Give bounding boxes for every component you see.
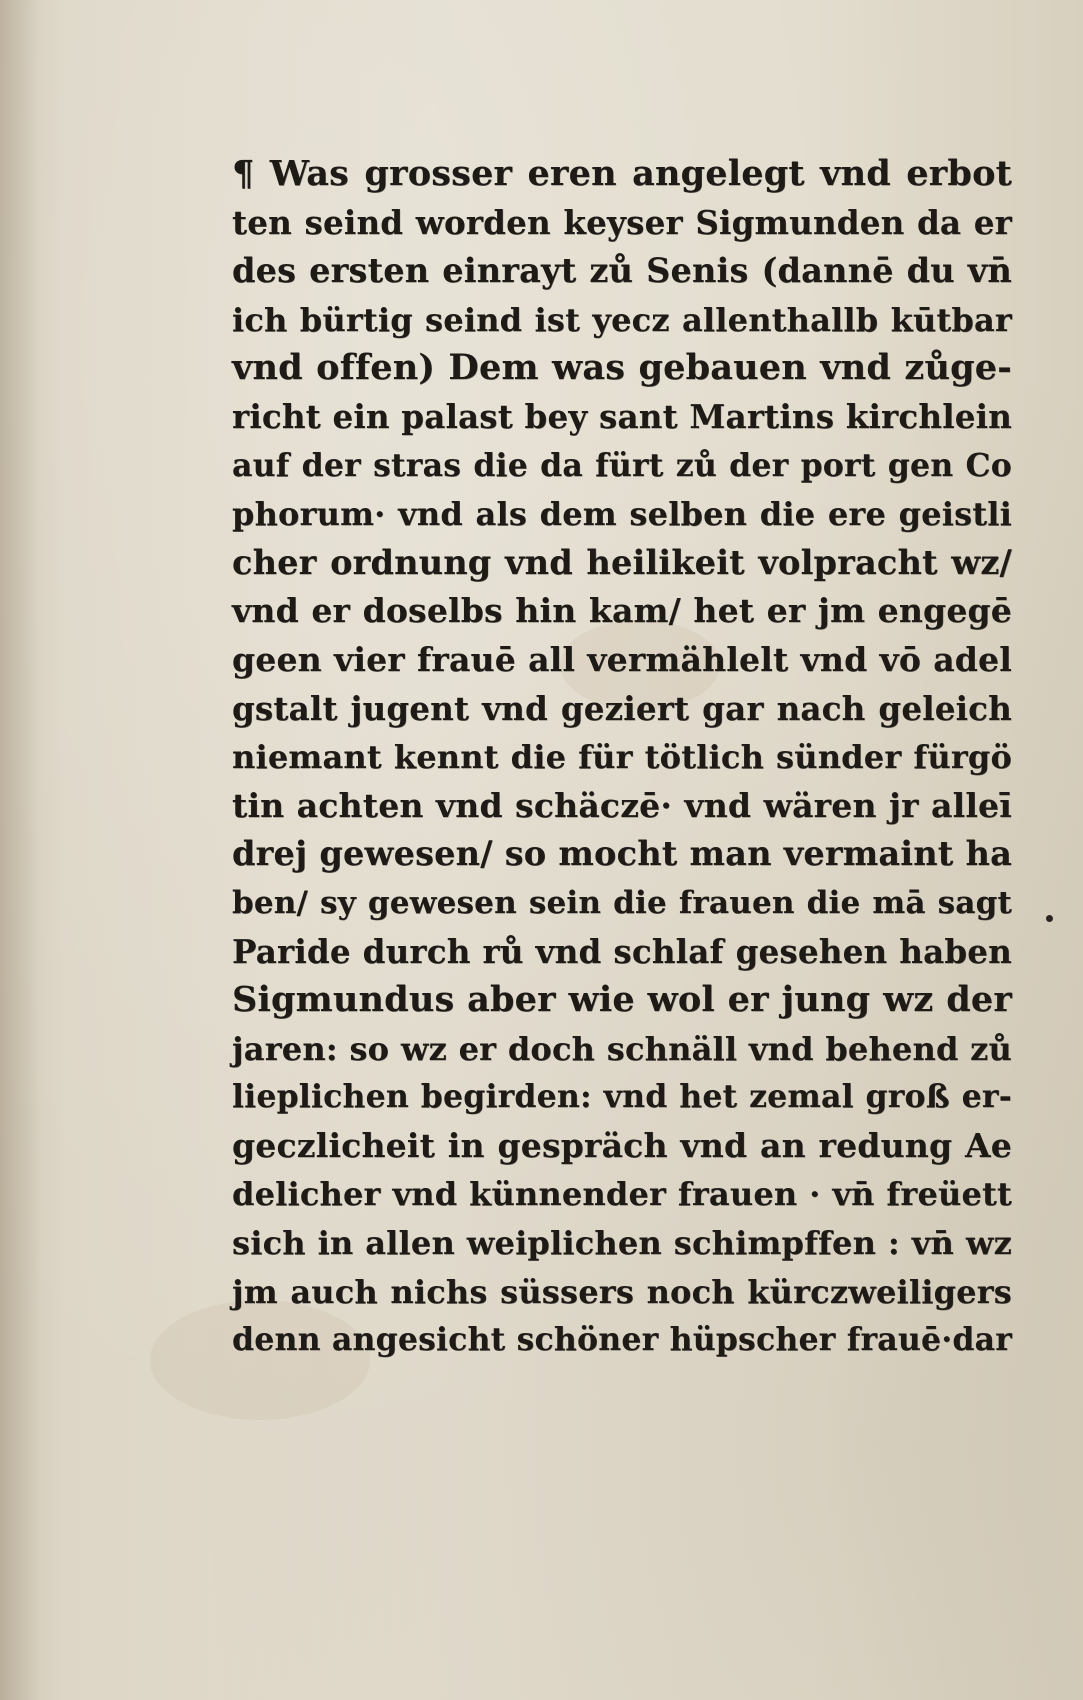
text-line: Paride durch rů vnd schlaf gesehen haben (232, 931, 1012, 971)
body-text (232, 150, 1012, 1365)
text-line: niemant kennt die für tötlich sünder fürgö (232, 738, 1012, 777)
page-edge-shadow (0, 0, 40, 1700)
text-line: delicher vnd künnender frauen · vn̄ freüett (232, 1175, 1012, 1214)
text-line: jaren: so wz er doch schnäll vnd behend zů (232, 1029, 1012, 1068)
text-line: auf der stras die da fürt zů der port gen Co (232, 446, 1012, 484)
text-line: ten seind worden keyser Sigmunden da er (232, 202, 1012, 242)
ink-speck (1046, 915, 1053, 922)
text-line: tin achten vnd schäczē· vnd wären jr alleī (232, 785, 1012, 825)
text-line: gstalt jugent vnd geziert gar nach geleich (232, 688, 1012, 728)
text-line: des ersten einrayt zů Senis (dannē du vn̄ (232, 251, 1012, 291)
text-line: lieplichen begirden: vnd het zemal groß er- (232, 1078, 1012, 1116)
text-line: ben/ sy gewesen sein die frauen die mā sagt (232, 884, 1012, 921)
text-line: richt ein palast bey sant Martins kirchlein (232, 396, 1012, 436)
text-line: geen vier frauē all vermählelt vnd vō adel (232, 639, 1012, 679)
text-line: vnd er doselbs hin kam/ het er jm engegē (232, 591, 1012, 631)
text-line: geczlicheit in gespräch vnd an redung Ae (232, 1125, 1012, 1165)
text-line: denn angesicht schöner hüpscher frauē·dar (232, 1321, 1012, 1359)
text-line: sich in allen weiplichen schimpffen : vn̄ wz (232, 1224, 1012, 1263)
text-line: drej gewesen/ so mocht man vermaint ha (232, 834, 1012, 874)
text-line: phorum· vnd als dem selben die ere geistli (232, 495, 1012, 534)
text-line: ¶ Was grosser eren angelegt vnd erbot (232, 153, 1012, 194)
text-line: jm auch nichs süssers noch kürczweiligers (232, 1272, 1012, 1311)
text-line: cher ordnung vnd heilikeit volpracht wz/ (232, 542, 1012, 582)
text-line: Sigmundus aber wie wol er jung wz der (232, 979, 1012, 1021)
text-line: vnd offen) Dem was gebauen vnd zůge- (232, 347, 1012, 389)
text-line: ich bürtig seind ist yecz allenthallb kūtbar (232, 300, 1012, 339)
